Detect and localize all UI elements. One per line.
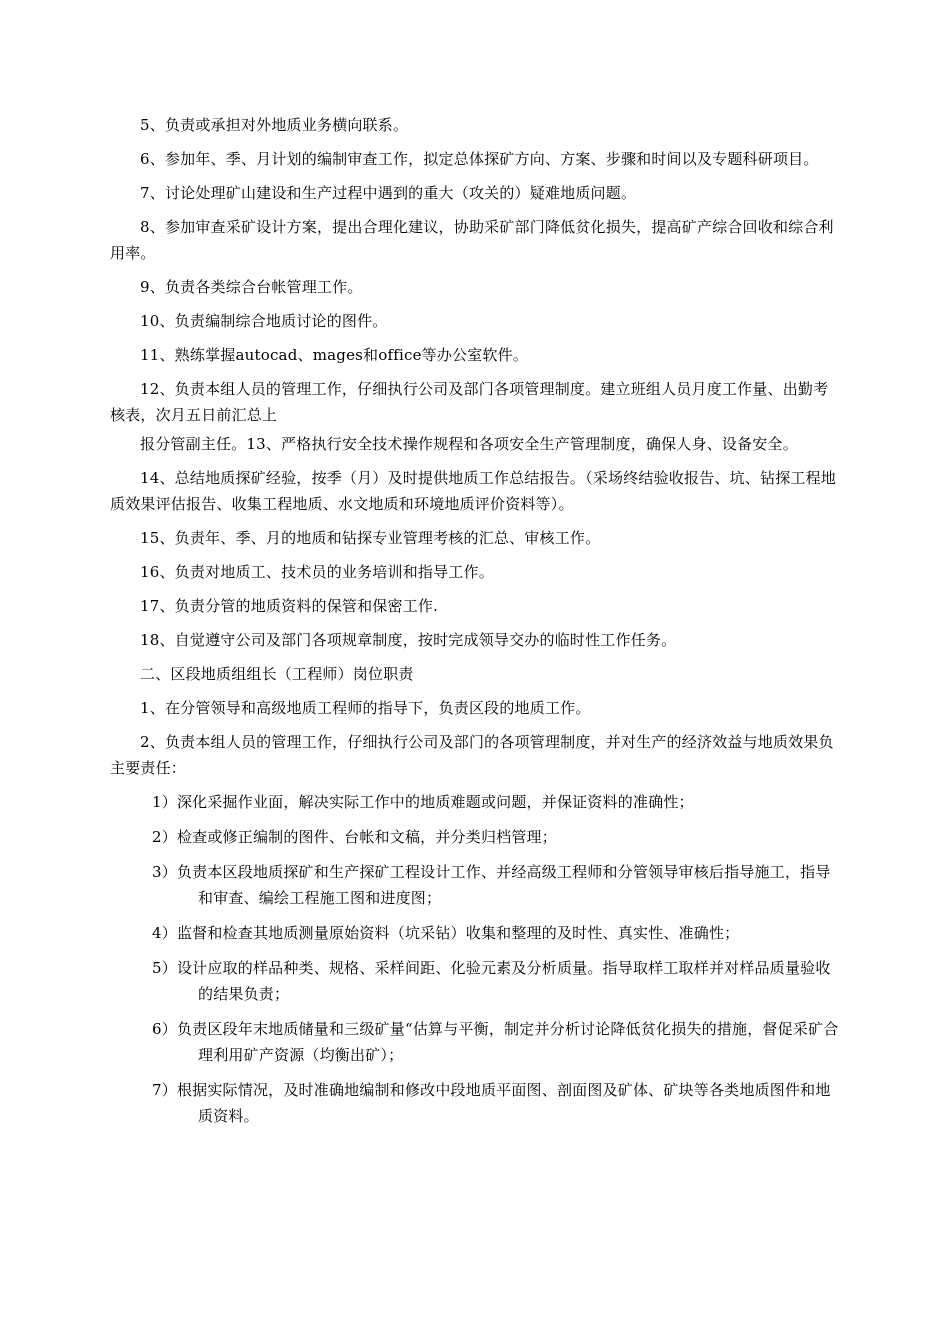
paragraph-5: 5、负责或承担对外地质业务横向联系。	[140, 116, 409, 134]
paragraph-14: 14、总结地质探矿经验，按季（月）及时提供地质工作总结报告。（采场终结验收报告、坑、钻探工程地质效果评估报告、收集工程地质、水文地质和环境地质评价资料等）。	[110, 469, 836, 513]
paragraph-12-continued: 报分管副主任。13、严格执行安全技术操作规程和各项安全生产管理制度，确保人身、设备安全。	[140, 435, 798, 453]
paragraph-12: 12、负责本组人员的管理工作，仔细执行公司及部门各项管理制度。建立班组人员月度工作量、出勤考核表，次月五日前汇总上	[110, 380, 829, 424]
sub-item-6: 6）负责区段年末地质储量和三级矿量“估算与平衡，制定并分析讨论降低贫化损失的措施，督促采矿合理利用矿产资源（均衡出矿）；	[152, 1020, 839, 1064]
paragraph-9: 9、负责各类综合台帐管理工作。	[140, 278, 363, 296]
paragraph-16: 16、负责对地质工、技术员的业务培训和指导工作。	[140, 563, 494, 581]
section-heading: 二、区段地质组组长（工程师）岗位职责	[140, 665, 414, 683]
section-paragraph-1: 1、在分管领导和高级地质工程师的指导下，负责区段的地质工作。	[140, 699, 591, 717]
sub-item-4: 4）监督和检查其地质测量原始资料（坑采钻）收集和整理的及时性、真实性、准确性；	[152, 924, 740, 942]
sub-item-5: 5）设计应取的样品种类、规格、采样间距、化验元素及分析质量。指导取样工取样并对样品质量验收的结果负责；	[152, 959, 831, 1003]
paragraph-18: 18、自觉遵守公司及部门各项规章制度，按时完成领导交办的临时性工作任务。	[140, 631, 677, 649]
paragraph-7: 7、讨论处理矿山建设和生产过程中遇到的重大（攻关的）疑难地质问题。	[140, 184, 637, 202]
paragraph-6: 6、参加年、季、月计划的编制审查工作，拟定总体探矿方向、方案、步骤和时间以及专题科研项目。	[140, 150, 819, 168]
paragraph-15: 15、负责年、季、月的地质和钻探专业管理考核的汇总、审核工作。	[140, 529, 601, 547]
sub-item-7: 7）根据实际情况，及时准确地编制和修改中段地质平面图、剖面图及矿体、矿块等各类地质图件和地质资料。	[152, 1081, 831, 1125]
document-body	[110, 112, 840, 1138]
paragraph-11: 11、熟练掌握autocad、mages和office等办公室软件。	[140, 346, 529, 364]
paragraph-10: 10、负责编制综合地质讨论的图件。	[140, 312, 388, 330]
sub-item-1: 1）深化采掘作业面，解决实际工作中的地质难题或问题，并保证资料的准确性；	[152, 793, 694, 811]
sub-item-3: 3）负责本区段地质探矿和生产探矿工程设计工作、并经高级工程师和分管领导审核后指导施工，指导和审查、编绘工程施工图和进度图；	[152, 863, 831, 907]
sub-item-2: 2）检查或修正编制的图件、台帐和文稿，并分类归档管理；	[152, 828, 557, 846]
section-paragraph-2: 2、负责本组人员的管理工作，仔细执行公司及部门的各项管理制度，并对生产的经济效益与地质效果负主要责任：	[110, 733, 834, 777]
paragraph-17: 17、负责分管的地质资料的保管和保密工作.	[140, 597, 439, 615]
paragraph-8: 8、参加审查采矿设计方案，提出合理化建议，协助采矿部门降低贫化损失，提高矿产综合回收和综合利用率。	[110, 218, 834, 262]
